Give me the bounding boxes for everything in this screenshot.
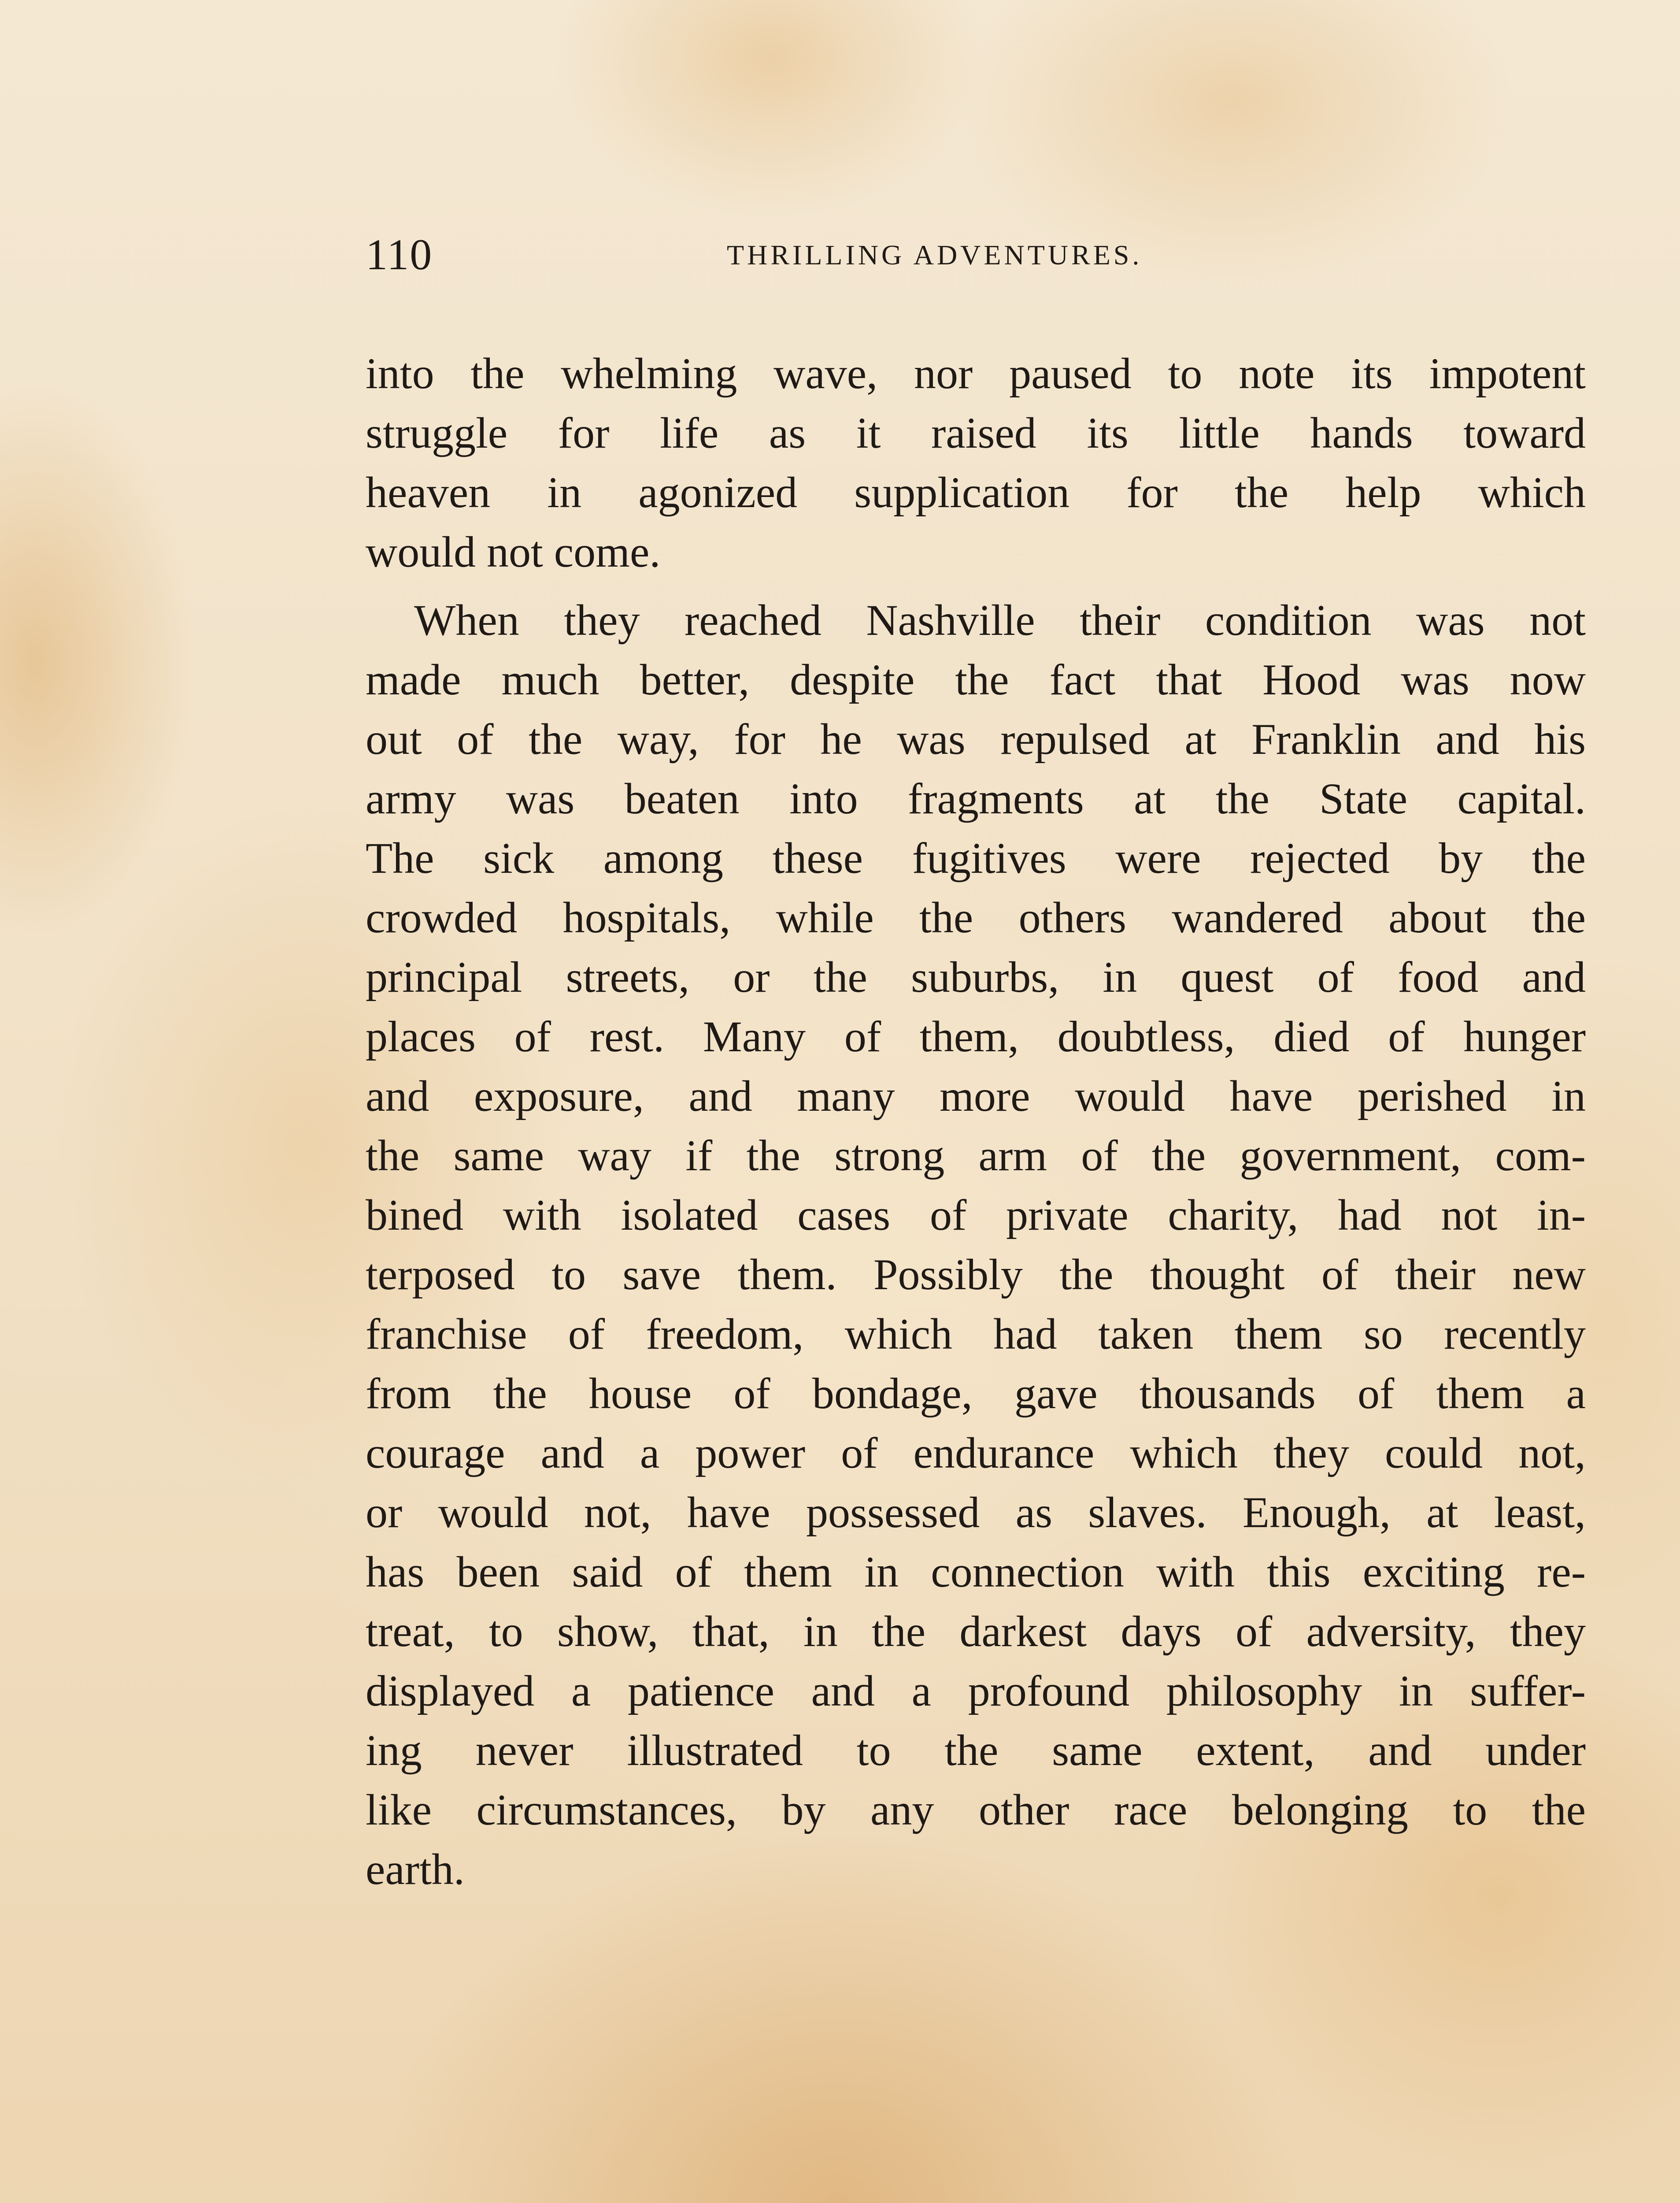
- text-line: principal streets, or the suburbs, in quest of food and: [366, 953, 1586, 1001]
- text-line: courage and a power of endurance which they could not,: [366, 1428, 1586, 1477]
- paragraph-2: [366, 590, 1586, 1899]
- text-line: places of rest. Many of them, doubtless, died of hunger: [366, 1012, 1586, 1061]
- text-line: made much better, despite the fact that Hood was now: [366, 655, 1586, 704]
- text-line: struggle for life as it raised its little hands toward: [366, 408, 1586, 457]
- text-line: When they reached Nashville their condition was not: [414, 596, 1586, 645]
- text-line: treat, to show, that, in the darkest days of adversity, they: [366, 1607, 1586, 1656]
- text-line: out of the way, for he was repulsed at Franklin and his: [366, 715, 1586, 764]
- text-line: crowded hospitals, while the others wandered about the: [366, 893, 1586, 942]
- text-line: bined with isolated cases of private charity, had not in-: [366, 1191, 1586, 1239]
- text-line: heaven in agonized supplication for the help which: [366, 468, 1586, 517]
- body-text: [366, 344, 1586, 1899]
- text-line: would not come.: [366, 527, 661, 576]
- text-line: The sick among these fugitives were rejected by the: [366, 834, 1586, 883]
- text-line: like circumstances, by any other race belonging to the: [366, 1785, 1586, 1834]
- text-line: army was beaten into fragments at the State capital.: [366, 774, 1586, 823]
- text-line: from the house of bondage, gave thousands of them a: [366, 1369, 1586, 1418]
- page-number: 110: [366, 230, 433, 279]
- text-line: has been said of them in connection with this exciting re-: [366, 1547, 1586, 1596]
- text-line: ing never illustrated to the same extent, and under: [366, 1726, 1586, 1775]
- text-line: and exposure, and many more would have perished in: [366, 1072, 1586, 1120]
- text-line: into the whelming wave, nor paused to note its impotent: [366, 349, 1586, 398]
- text-line: the same way if the strong arm of the government, com-: [366, 1131, 1586, 1180]
- text-line: terposed to save them. Possibly the thought of their new: [366, 1250, 1586, 1299]
- paragraph-1: [366, 344, 1586, 582]
- page-header: [366, 229, 1590, 282]
- text-line: displayed a patience and a profound philosophy in suffer-: [366, 1666, 1586, 1715]
- text-line: earth.: [366, 1845, 465, 1894]
- text-line: franchise of freedom, which had taken them so recently: [366, 1309, 1586, 1358]
- running-head: THRILLING ADVENTURES.: [727, 239, 1143, 271]
- text-line: or would not, have possessed as slaves. Enough, at least,: [366, 1488, 1586, 1537]
